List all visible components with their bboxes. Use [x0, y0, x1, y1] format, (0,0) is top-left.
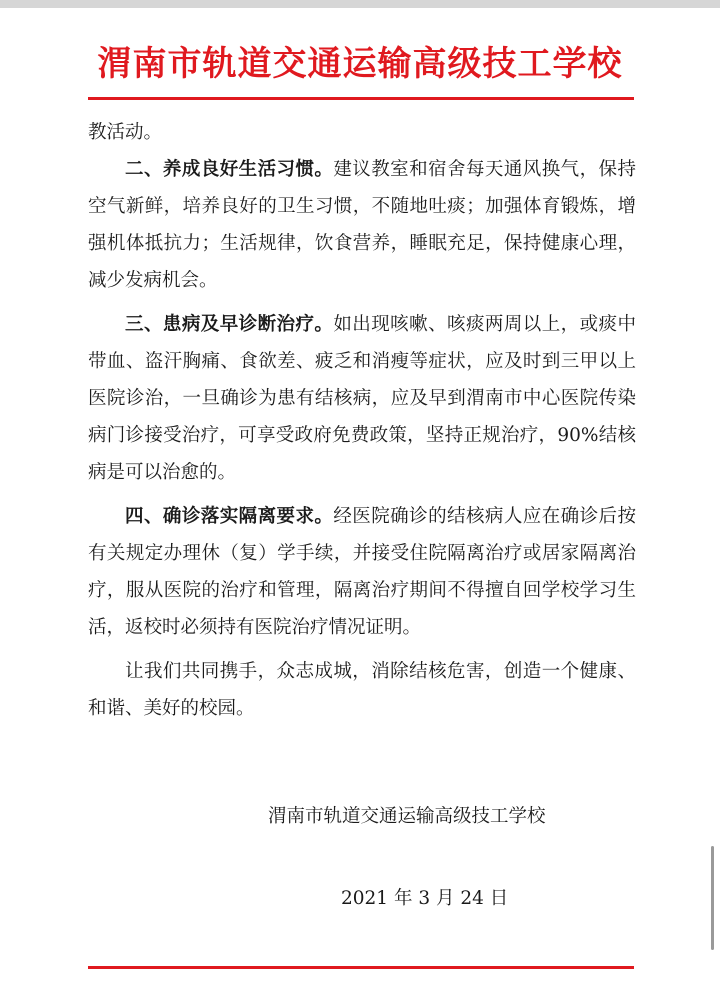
section-3-text: 如出现咳嗽、咳痰两周以上，或痰中带血、盗汗胸痛、食欲差、疲乏和消瘦等症状，应及时到三甲以上医院诊治，一旦确诊为患有结核病，应及早到渭南市中心医院传染病门诊接受治疗，可享受政府免费政策，坚持正规治疗，90%结核病是可以治愈的。	[88, 314, 636, 483]
section-4	[88, 498, 636, 646]
closing-paragraph: 让我们共同携手，众志成城，消除结核危害，创造一个健康、和谐、美好的校园。	[88, 661, 636, 719]
letterhead-title: 渭南市轨道交通运输高级技工学校	[97, 44, 623, 84]
section-2-text: 建议教室和宿舍每天通风换气，保持空气新鲜，培养良好的卫生习惯，不随地吐痰；加强体育锻炼，增强机体抵抗力；生活规律，饮食营养，睡眠充足，保持健康心理，减少发病机会。	[88, 159, 636, 291]
section-2-heading: 二、养成良好生活习惯。	[125, 159, 334, 180]
scrollbar-thumb[interactable]	[711, 846, 714, 950]
header-divider	[88, 97, 634, 100]
intro-tail: 教活动。	[88, 122, 163, 143]
section-2	[88, 151, 636, 299]
section-3	[88, 306, 636, 491]
section-3-heading: 三、患病及早诊断治疗。	[125, 314, 334, 335]
top-strip	[0, 0, 720, 8]
signature-date: 2021 年 3 月 24 日	[341, 888, 509, 909]
signature-organization: 渭南市轨道交通运输高级技工学校	[268, 806, 546, 827]
section-4-text: 经医院确诊的结核病人应在确诊后按有关规定办理休（复）学手续，并接受住院隔离治疗或居家隔离治疗，服从医院的治疗和管理，隔离治疗期间不得擅自回学校学习生活，返校时必须持有医院治疗情况证明。	[88, 506, 636, 638]
section-4-heading: 四、确诊落实隔离要求。	[125, 506, 334, 527]
footer-divider	[88, 966, 634, 969]
document-body	[88, 114, 636, 727]
